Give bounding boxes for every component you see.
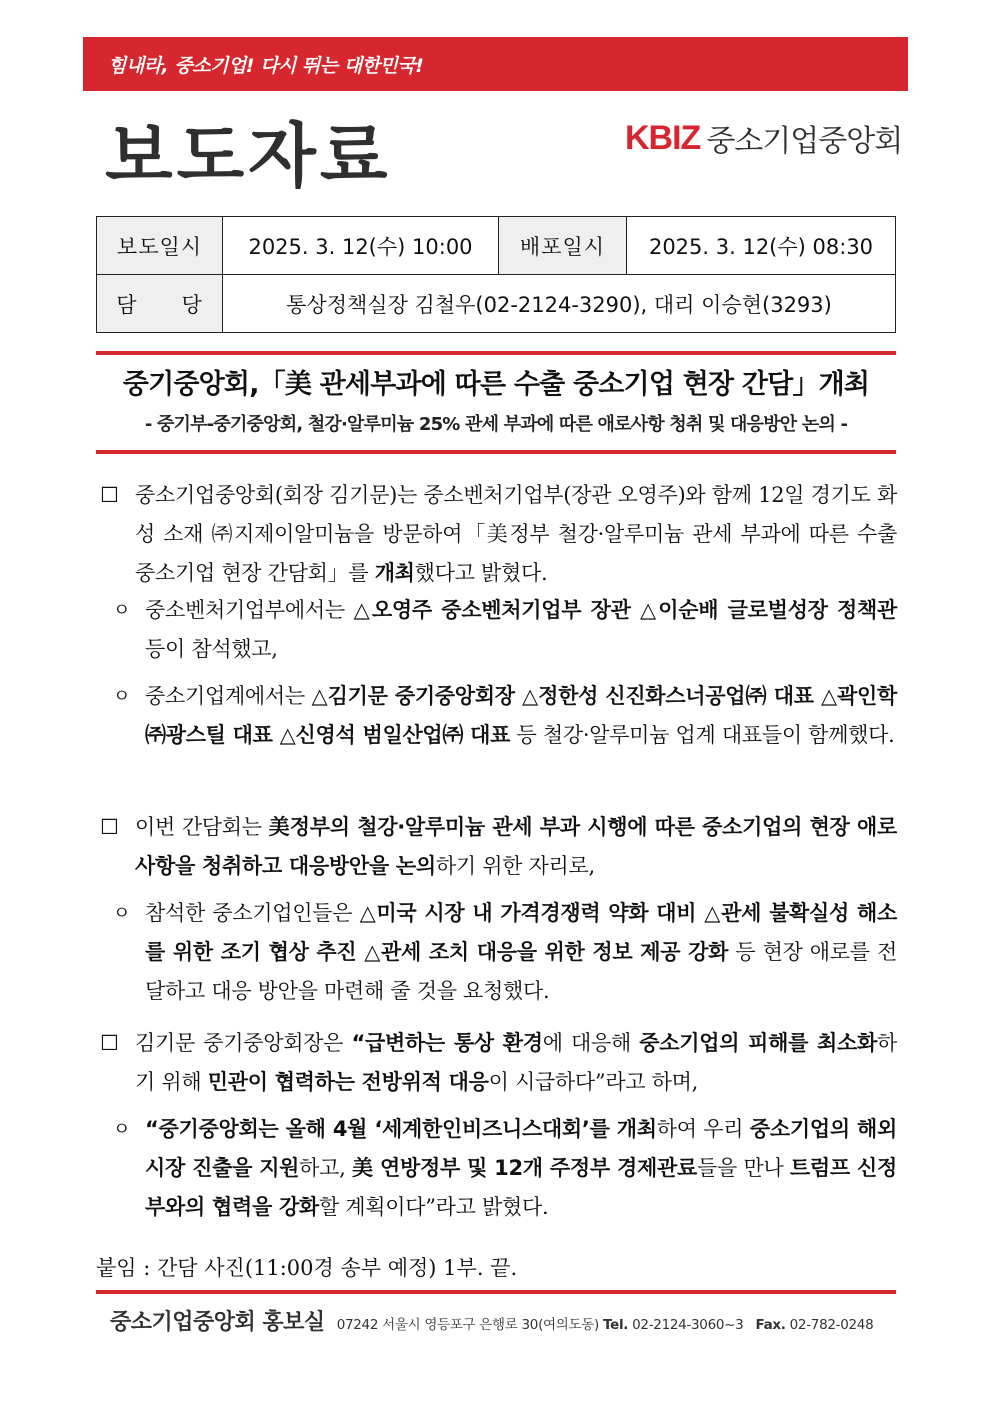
- footer-divider: [96, 1290, 896, 1294]
- headline-bottom-divider: [96, 450, 896, 454]
- tel-number: 02-2124-3060~3: [632, 1317, 744, 1333]
- square-bullet: ☐: [100, 1031, 119, 1055]
- paragraph-2a: 참석한 중소기업인들은 △미국 시장 내 가격경쟁력 약화 대비 △관세 불확실성 해소를 위한 조기 협상 추진 △관세 조치 대응을 위한 정보 제공 강화 등 현장 애로를 전달하고 대응 방안을 마련해 줄 것을 요청했다.: [145, 901, 898, 1003]
- slogan-banner: [83, 37, 908, 91]
- attachment-note: 붙임 : 간담 사진(11:00경 송부 예정) 1부. 끝.: [96, 1256, 518, 1280]
- release-date-value: 2025. 3. 12(수) 10:00: [223, 217, 499, 275]
- paragraph-1b: 중소기업계에서는 △김기문 중기중앙회장 △정한성 신진화스너공업㈜ 대표 △곽인학 ㈜광스틸 대표 △신영석 범일산업㈜ 대표 등 철강·알루미늄 업계 대표들이 함께했다.: [145, 684, 897, 747]
- paragraph-3: 김기문 중기중앙회장은 “급변하는 통상 환경에 대응해 중소기업의 피해를 최소화하기 위해 민관이 협력하는 전방위적 대응이 시급하다”라고 하며,: [135, 1031, 897, 1094]
- square-bullet: ☐: [100, 815, 119, 839]
- headline-top-divider: [96, 351, 896, 355]
- footer-address: 07242 서울시 영등포구 은행로 30(여의도동): [336, 1317, 599, 1333]
- footer-contact: [337, 1313, 874, 1333]
- paragraph-2: 이번 간담회는 美정부의 철강·알루미늄 관세 부과 시행에 따른 중소기업의 현장 애로사항을 청취하고 대응방안을 논의하기 위한 자리로,: [135, 815, 897, 878]
- paragraph-3a: “중기중앙회는 올해 4월 ‘세계한인비즈니스대회’를 개최하여 우리 중소기업의 해외시장 진출을 지원하고, 美 연방정부 및 12개 주정부 경제관료들을 만나 트럼프 신정부와의 협력을 강화할 계획이다”라고 밝혔다.: [145, 1117, 897, 1219]
- fax-number: 02-782-0248: [789, 1317, 874, 1333]
- fax-label: Fax.: [755, 1317, 786, 1333]
- contact-value: 통상정책실장 김철우(02-2124-3290), 대리 이승현(3293): [223, 275, 896, 333]
- slogan-text: 힘내라, 중소기업! 다시 뛰는 대한민국!: [108, 55, 424, 77]
- footer-org: 중소기업중앙회 홍보실: [110, 1310, 325, 1335]
- circle-bullet: ㅇ: [113, 600, 131, 621]
- table-row: [97, 275, 896, 333]
- kbiz-logo: [625, 116, 902, 160]
- document-title: 보도자료: [105, 115, 392, 197]
- logo-name: 중소기업중앙회: [706, 124, 903, 159]
- tel-label: Tel.: [602, 1317, 629, 1333]
- square-bullet: ☐: [100, 483, 119, 507]
- paragraph-1a: 중소벤처기업부에서는 △오영주 중소벤처기업부 장관 △이순배 글로벌성장 정책관 등이 참석했고,: [145, 598, 897, 661]
- release-info-table: [96, 216, 896, 333]
- distribute-date-label: 배포일시: [499, 217, 627, 275]
- distribute-date-value: 2025. 3. 12(수) 08:30: [627, 217, 896, 275]
- circle-bullet: ㅇ: [113, 903, 131, 924]
- subheadline: - 중기부-중기중앙회, 철강·알루미늄 25% 관세 부과에 따른 애로사항 청취 및 대응방안 논의 -: [144, 414, 848, 435]
- release-date-label: 보도일시: [97, 217, 223, 275]
- table-row: [97, 217, 896, 275]
- contact-label: 담 당: [97, 275, 223, 333]
- circle-bullet: ㅇ: [113, 686, 131, 707]
- logo-mark: KBIZ: [625, 118, 701, 157]
- footer: [110, 1305, 873, 1336]
- circle-bullet: ㅇ: [113, 1119, 131, 1140]
- paragraph-1: 중소기업중앙회(회장 김기문)는 중소벤처기업부(장관 오영주)와 함께 12일 경기도 화성 소재 ㈜지제이알미늄을 방문하여「美정부 철강·알루미늄 관세 부과에 따른 수출 중소기업 현장 간담회」를 개최했다고 밝혔다.: [135, 483, 897, 585]
- headline: 중기중앙회,「美 관세부과에 따른 수출 중소기업 현장 간담」개최: [122, 369, 870, 400]
